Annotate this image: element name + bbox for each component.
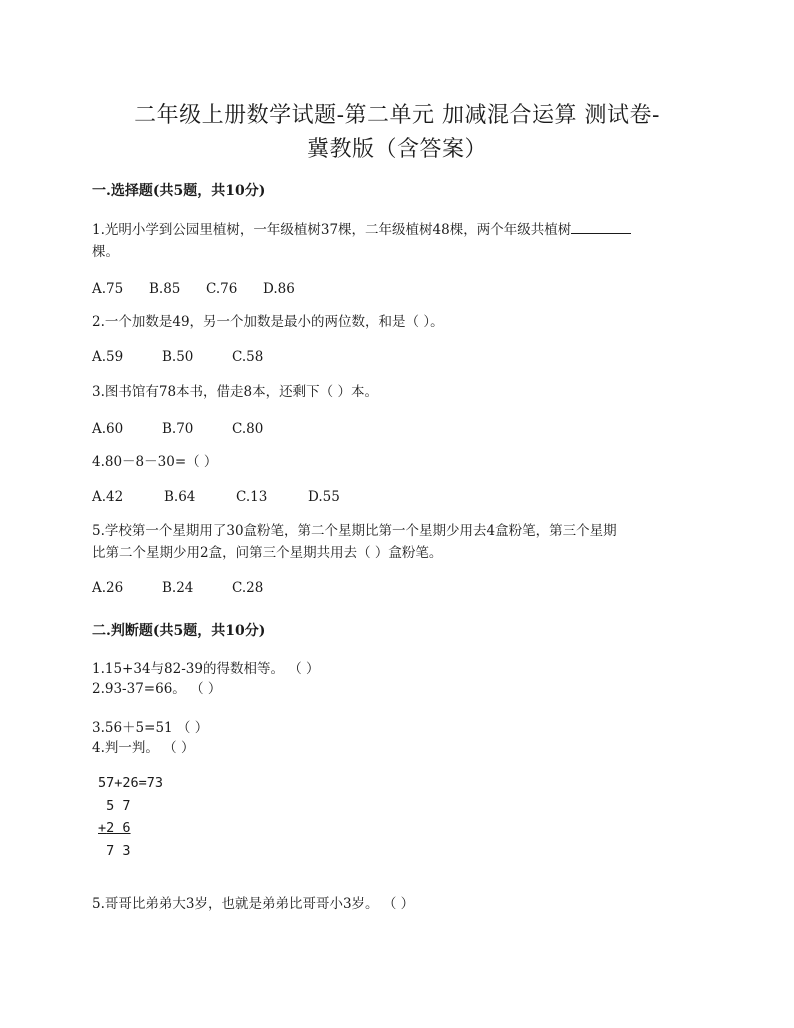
option-c: C.28 xyxy=(232,580,264,596)
option-a: A.59 xyxy=(92,349,124,365)
option-c: C.13 xyxy=(236,489,268,505)
question-2: 2.一个加数是49，另一个加数是最小的两位数，和是（ ）。 xyxy=(92,314,444,330)
option-a: A.75 xyxy=(92,281,124,297)
answer-blank xyxy=(571,219,631,234)
calc-row-2-digits: 2 6 xyxy=(106,820,131,836)
question-1-options xyxy=(92,281,320,297)
judge-question-4: 4.判一判。 （ ） xyxy=(92,740,195,756)
question-5 xyxy=(92,520,617,564)
page-title-line1: 二年级上册数学试题-第二单元 加减混合运算 测试卷- xyxy=(134,103,660,128)
question-4: 4.80－8－30=（ ） xyxy=(92,454,218,470)
calc-equation: 57+26=73 xyxy=(98,775,164,791)
judge-question-1: 1.15+34与82-39的得数相等。 （ ） xyxy=(92,661,320,677)
judge-question-3: 3.56＋5=51 （ ） xyxy=(92,720,209,736)
question-2-options xyxy=(92,349,302,365)
option-b: B.64 xyxy=(164,489,196,505)
question-4-options xyxy=(92,489,380,505)
option-b: B.24 xyxy=(162,580,194,596)
calc-plus-sign: + xyxy=(98,820,107,836)
question-5-text: 5.学校第一个星期用了30盒粉笔，第二个星期比第一个星期少用去4盒粉笔，第三个星期 xyxy=(92,523,617,539)
calc-row-2 xyxy=(98,817,163,840)
option-d: D.55 xyxy=(308,489,340,505)
question-3-options xyxy=(92,421,302,437)
option-a: A.60 xyxy=(92,421,124,437)
option-c: C.76 xyxy=(206,281,238,297)
option-b: B.70 xyxy=(162,421,194,437)
calc-row-1: 5 7 xyxy=(98,797,131,814)
question-1 xyxy=(92,219,631,263)
option-a: A.42 xyxy=(92,489,124,505)
question-5-text-cont: 比第二个星期少用2盒，问第三个星期共用去（ ）盒粉笔。 xyxy=(92,545,443,561)
option-b: B.85 xyxy=(149,281,181,297)
option-c: C.58 xyxy=(232,349,264,365)
option-a: A.26 xyxy=(92,580,124,596)
option-d: D.86 xyxy=(263,281,295,297)
question-3: 3.图书馆有78本书，借走8本，还剩下（ ）本。 xyxy=(92,384,378,400)
section-heading-judge: 二.判断题(共5题，共10分) xyxy=(92,623,266,639)
judge-question-2: 2.93-37=66。 （ ） xyxy=(92,681,222,697)
vertical-calculation xyxy=(98,772,163,862)
option-c: C.80 xyxy=(232,421,264,437)
question-5-options xyxy=(92,580,302,596)
page-title-line2: 冀教版（含答案） xyxy=(306,137,487,162)
option-b: B.50 xyxy=(162,349,194,365)
judge-question-5: 5.哥哥比弟弟大3岁，也就是弟弟比哥哥小3岁。 （ ） xyxy=(92,896,415,912)
question-1-text-cont: 棵。 xyxy=(92,244,119,260)
calc-row-3: 7 3 xyxy=(98,842,131,859)
question-1-text: 1.光明小学到公园里植树，一年级植树37棵，二年级植树48棵，两个年级共植树 xyxy=(92,222,572,238)
section-heading-choice: 一.选择题(共5题，共10分) xyxy=(92,183,266,199)
